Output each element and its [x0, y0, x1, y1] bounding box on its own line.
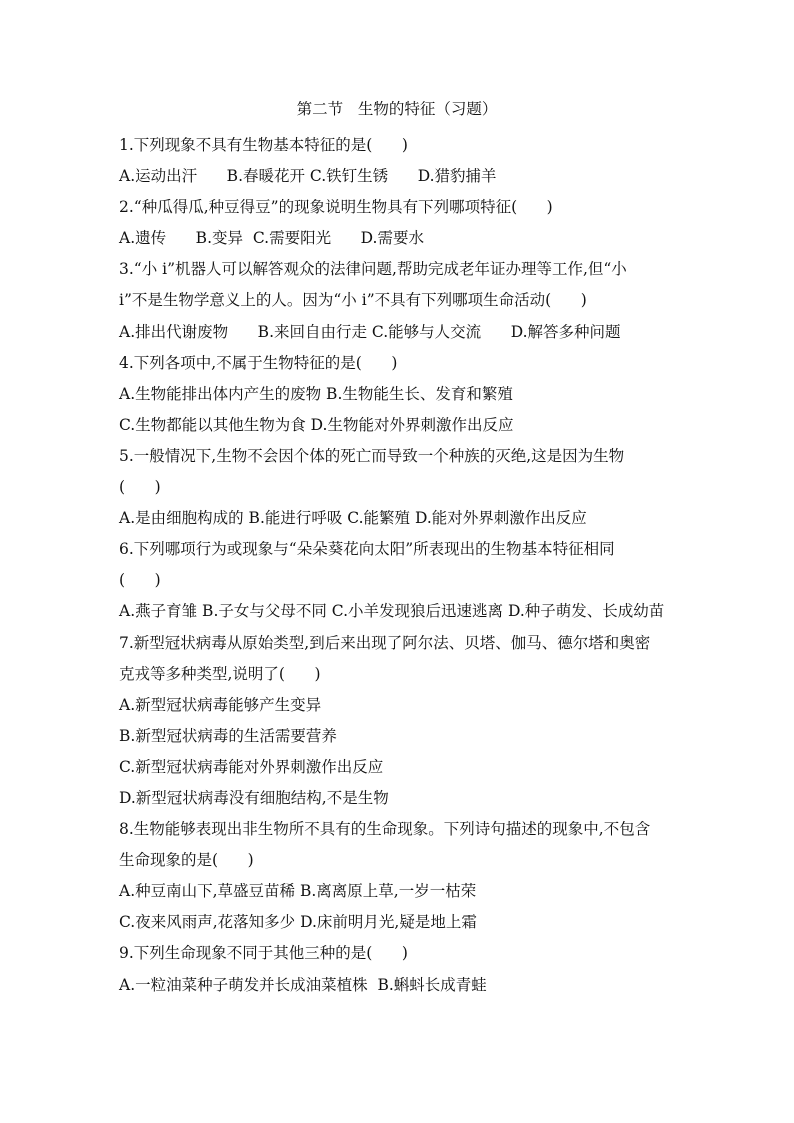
question-6-options: A.燕子育雏 B.子女与父母不同 C.小羊发现狼后迅速逃离 D.种子萌发、长成幼苗 — [119, 602, 665, 621]
question-1-options: A.运动出汗 B.春暖花开 C.铁钉生锈 D.猎豹捕羊 — [119, 167, 497, 186]
question-5-stem-line-2: ( ) — [119, 478, 161, 497]
question-9-options-ab: A.一粒油菜种子萌发并长成油菜植株 B.蝌蚪长成青蛙 — [119, 975, 487, 994]
question-8-stem-line-1: 8.生物能够表现出非生物所不具有的生命现象。下列诗句描述的现象中,不包含 — [119, 820, 651, 839]
question-5-options: A.是由细胞构成的 B.能进行呼吸 C.能繁殖 D.能对外界刺激作出反应 — [119, 509, 587, 528]
question-5-stem-line-1: 5.一般情况下,生物不会因个体的死亡而导致一个种族的灭绝,这是因为生物 — [119, 446, 625, 465]
question-7-option-c: C.新型冠状病毒能对外界刺激作出反应 — [119, 757, 384, 776]
question-3-stem-line-1: 3.“小 i”机器人可以解答观众的法律问题,帮助完成老年证办理等工作,但“小 — [119, 260, 627, 279]
question-6-stem-line-2: ( ) — [119, 571, 161, 590]
page-title: 第二节 生物的特征（习题） — [296, 100, 498, 118]
question-4-stem: 4.下列各项中,不属于生物特征的是( ) — [119, 353, 398, 372]
question-8-options-ab: A.种豆南山下,草盛豆苗稀 B.离离原上草,一岁一枯荣 — [119, 882, 477, 901]
question-7-option-a: A.新型冠状病毒能够产生变异 — [119, 695, 322, 714]
question-4-options-ab: A.生物能排出体内产生的废物 B.生物能生长、发育和繁殖 — [119, 384, 513, 403]
question-3-options: A.排出代谢废物 B.来回自由行走 C.能够与人交流 D.解答多种问题 — [119, 322, 621, 341]
question-6-stem-line-1: 6.下列哪项行为或现象与“朵朵葵花向太阳”所表现出的生物基本特征相同 — [119, 540, 615, 559]
question-2-stem: 2.“种瓜得瓜,种豆得豆”的现象说明生物具有下列哪项特征( ) — [119, 198, 553, 217]
question-7-option-d: D.新型冠状病毒没有细胞结构,不是生物 — [119, 788, 389, 807]
question-9-stem: 9.下列生命现象不同于其他三种的是( ) — [119, 944, 408, 963]
question-7-stem-line-2: 克戎等多种类型,说明了( ) — [119, 664, 321, 683]
question-8-options-cd: C.夜来风雨声,花落知多少 D.床前明月光,疑是地上霜 — [119, 913, 477, 932]
question-7-stem-line-1: 7.新型冠状病毒从原始类型,到后来出现了阿尔法、贝塔、伽马、德尔塔和奥密 — [119, 633, 651, 652]
question-list — [119, 130, 679, 1001]
question-4-options-cd: C.生物都能以其他生物为食 D.生物能对外界刺激作出反应 — [119, 415, 514, 434]
question-7-option-b: B.新型冠状病毒的生活需要营养 — [119, 726, 337, 745]
question-1-stem: 1.下列现象不具有生物基本特征的是( ) — [119, 136, 408, 154]
question-2-options: A.遗传 B.变异 C.需要阳光 D.需要水 — [119, 229, 424, 248]
question-3-stem-line-2: i”不是生物学意义上的人。因为“小 i”不具有下列哪项生命活动( ) — [119, 291, 587, 310]
question-8-stem-line-2: 生命现象的是( ) — [119, 851, 254, 870]
